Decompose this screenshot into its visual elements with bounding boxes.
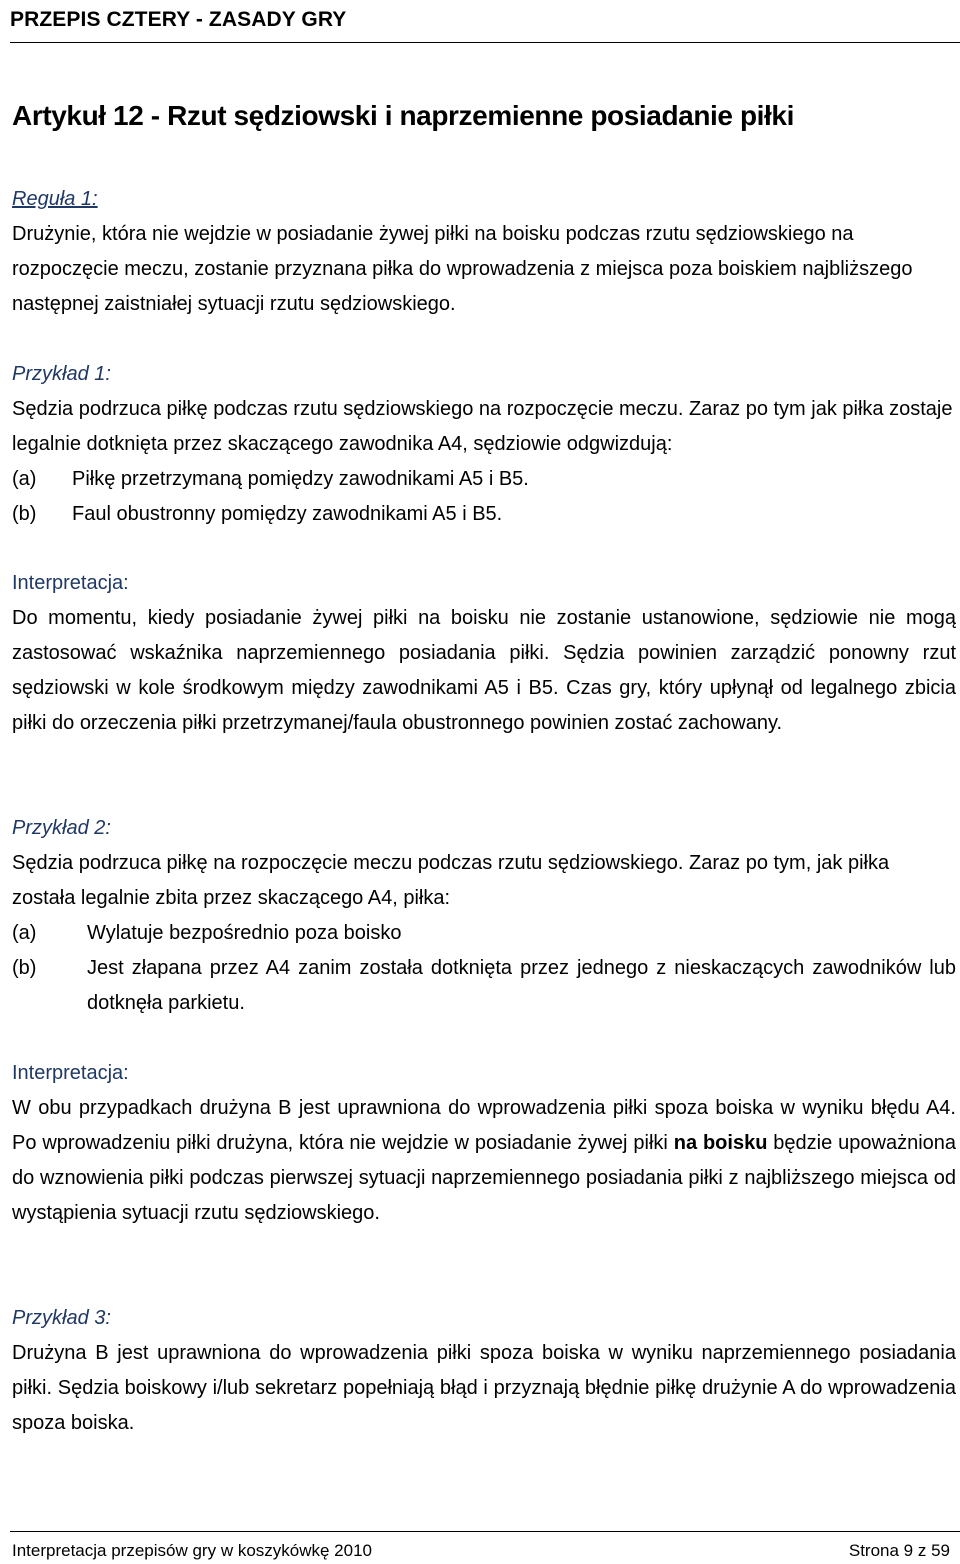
example-1-text: Sędzia podrzuca piłkę podczas rzutu sędziowskiego na rozpoczęcie meczu. Zaraz po tym jak piłka zostaje legalnie dotknięta przez skaczącego zawodnika A4, sędziowie odgwizdują: xyxy=(12,398,953,455)
rule-1-text: Drużynie, która nie wejdzie w posiadanie żywej piłki na boisku podczas rzutu sędziowskiego na rozpoczęcie meczu, zostanie przyznana piłka do wprowadzenia z miejsca poza boiskiem najbliższego następnej zaistniałej sytuacji rzutu sędziowskiego. xyxy=(12,223,913,315)
footer-document-title: Interpretacja przepisów gry w koszykówkę 2010 xyxy=(12,1541,372,1560)
example-2-item-a xyxy=(12,916,956,951)
page-header-title: PRZEPIS CZTERY - ZASADY GRY xyxy=(10,8,347,31)
list-marker: (a) xyxy=(12,468,37,490)
example-1-item-a xyxy=(12,462,956,497)
list-item-text: Wylatuje bezpośrednio poza boisko xyxy=(87,922,402,944)
example-2-section xyxy=(12,811,956,1021)
example-1-label: Przykład 1: xyxy=(12,363,111,385)
interpretation-2-text-part-1: W obu przypadkach drużyna B jest uprawniona do wprowadzenia piłki spoza boiska w wyniku błędu A4. Po wprowadzeniu piłki drużyna, która nie wejdzie w posiadanie żywej piłki xyxy=(12,1097,956,1154)
example-3-section xyxy=(12,1301,956,1441)
interpretation-1-label: Interpretacja: xyxy=(12,572,129,594)
footer-divider xyxy=(10,1531,960,1532)
example-2-item-b xyxy=(12,951,956,1021)
example-1-item-b xyxy=(12,497,956,532)
header-divider xyxy=(10,42,960,43)
interpretation-2-text-part-2: będzie upoważniona do wznowienia piłki podczas pierwszej sytuacji naprzemiennego posiadania piłki z najbliższego miejsca od wystąpienia sytuacji rzutu sędziowskiego. xyxy=(12,1132,957,1224)
example-2-interpretation xyxy=(12,1056,956,1231)
list-marker: (b) xyxy=(12,503,37,525)
example-1-section xyxy=(12,357,956,532)
footer-page-number: Strona 9 z 59 xyxy=(848,1541,950,1560)
example-2-text: Sędzia podrzuca piłkę na rozpoczęcie meczu podczas rzutu sędziowskiego. Zaraz po tym, jak piłka została legalnie zbita przez skaczącego A4, piłka: xyxy=(12,852,890,909)
interpretation-2-text xyxy=(12,1091,956,1231)
rule-1-label: Reguła 1: xyxy=(12,188,98,210)
rule-1-section xyxy=(12,182,956,322)
list-item-text: Jest złapana przez A4 zanim została dotknięta przez jednego z nieskaczących zawodników lub dotknęła parkietu. xyxy=(87,957,956,1014)
interpretation-2-bold-phrase: na boisku xyxy=(673,1132,768,1154)
list-item-text: Faul obustronny pomiędzy zawodnikami A5 i B5. xyxy=(72,503,503,525)
example-1-interpretation xyxy=(12,566,956,741)
list-marker: (b) xyxy=(12,957,37,979)
example-2-label: Przykład 2: xyxy=(12,817,111,839)
article-title: Artykuł 12 - Rzut sędziowski i naprzemienne posiadanie piłki xyxy=(12,100,794,131)
list-item-text: Piłkę przetrzymaną pomiędzy zawodnikami A5 i B5. xyxy=(72,468,529,490)
interpretation-1-text: Do momentu, kiedy posiadanie żywej piłki na boisku nie zostanie ustanowione, sędziowie nie mogą zastosować wskaźnika naprzemiennego posiadania piłki. Sędzia powinien zarządzić ponowny rzut sędziowski w kole środkowym między zawodnikami A5 i B5. Czas gry, który upłynął od legalnego zbicia piłki do orzeczenia piłki przetrzymanej/faula obustronnego powinien zostać zachowany. xyxy=(12,607,956,734)
example-3-text: Drużyna B jest uprawniona do wprowadzenia piłki spoza boiska w wyniku naprzemiennego posiadania piłki. Sędzia boiskowy i/lub sekretarz popełniają błąd i przyznają błędnie piłkę drużynie A do wprowadzenia spoza boiska. xyxy=(12,1342,956,1434)
interpretation-2-label: Interpretacja: xyxy=(12,1062,129,1084)
list-marker: (a) xyxy=(12,922,37,944)
example-3-label: Przykład 3: xyxy=(12,1307,111,1329)
